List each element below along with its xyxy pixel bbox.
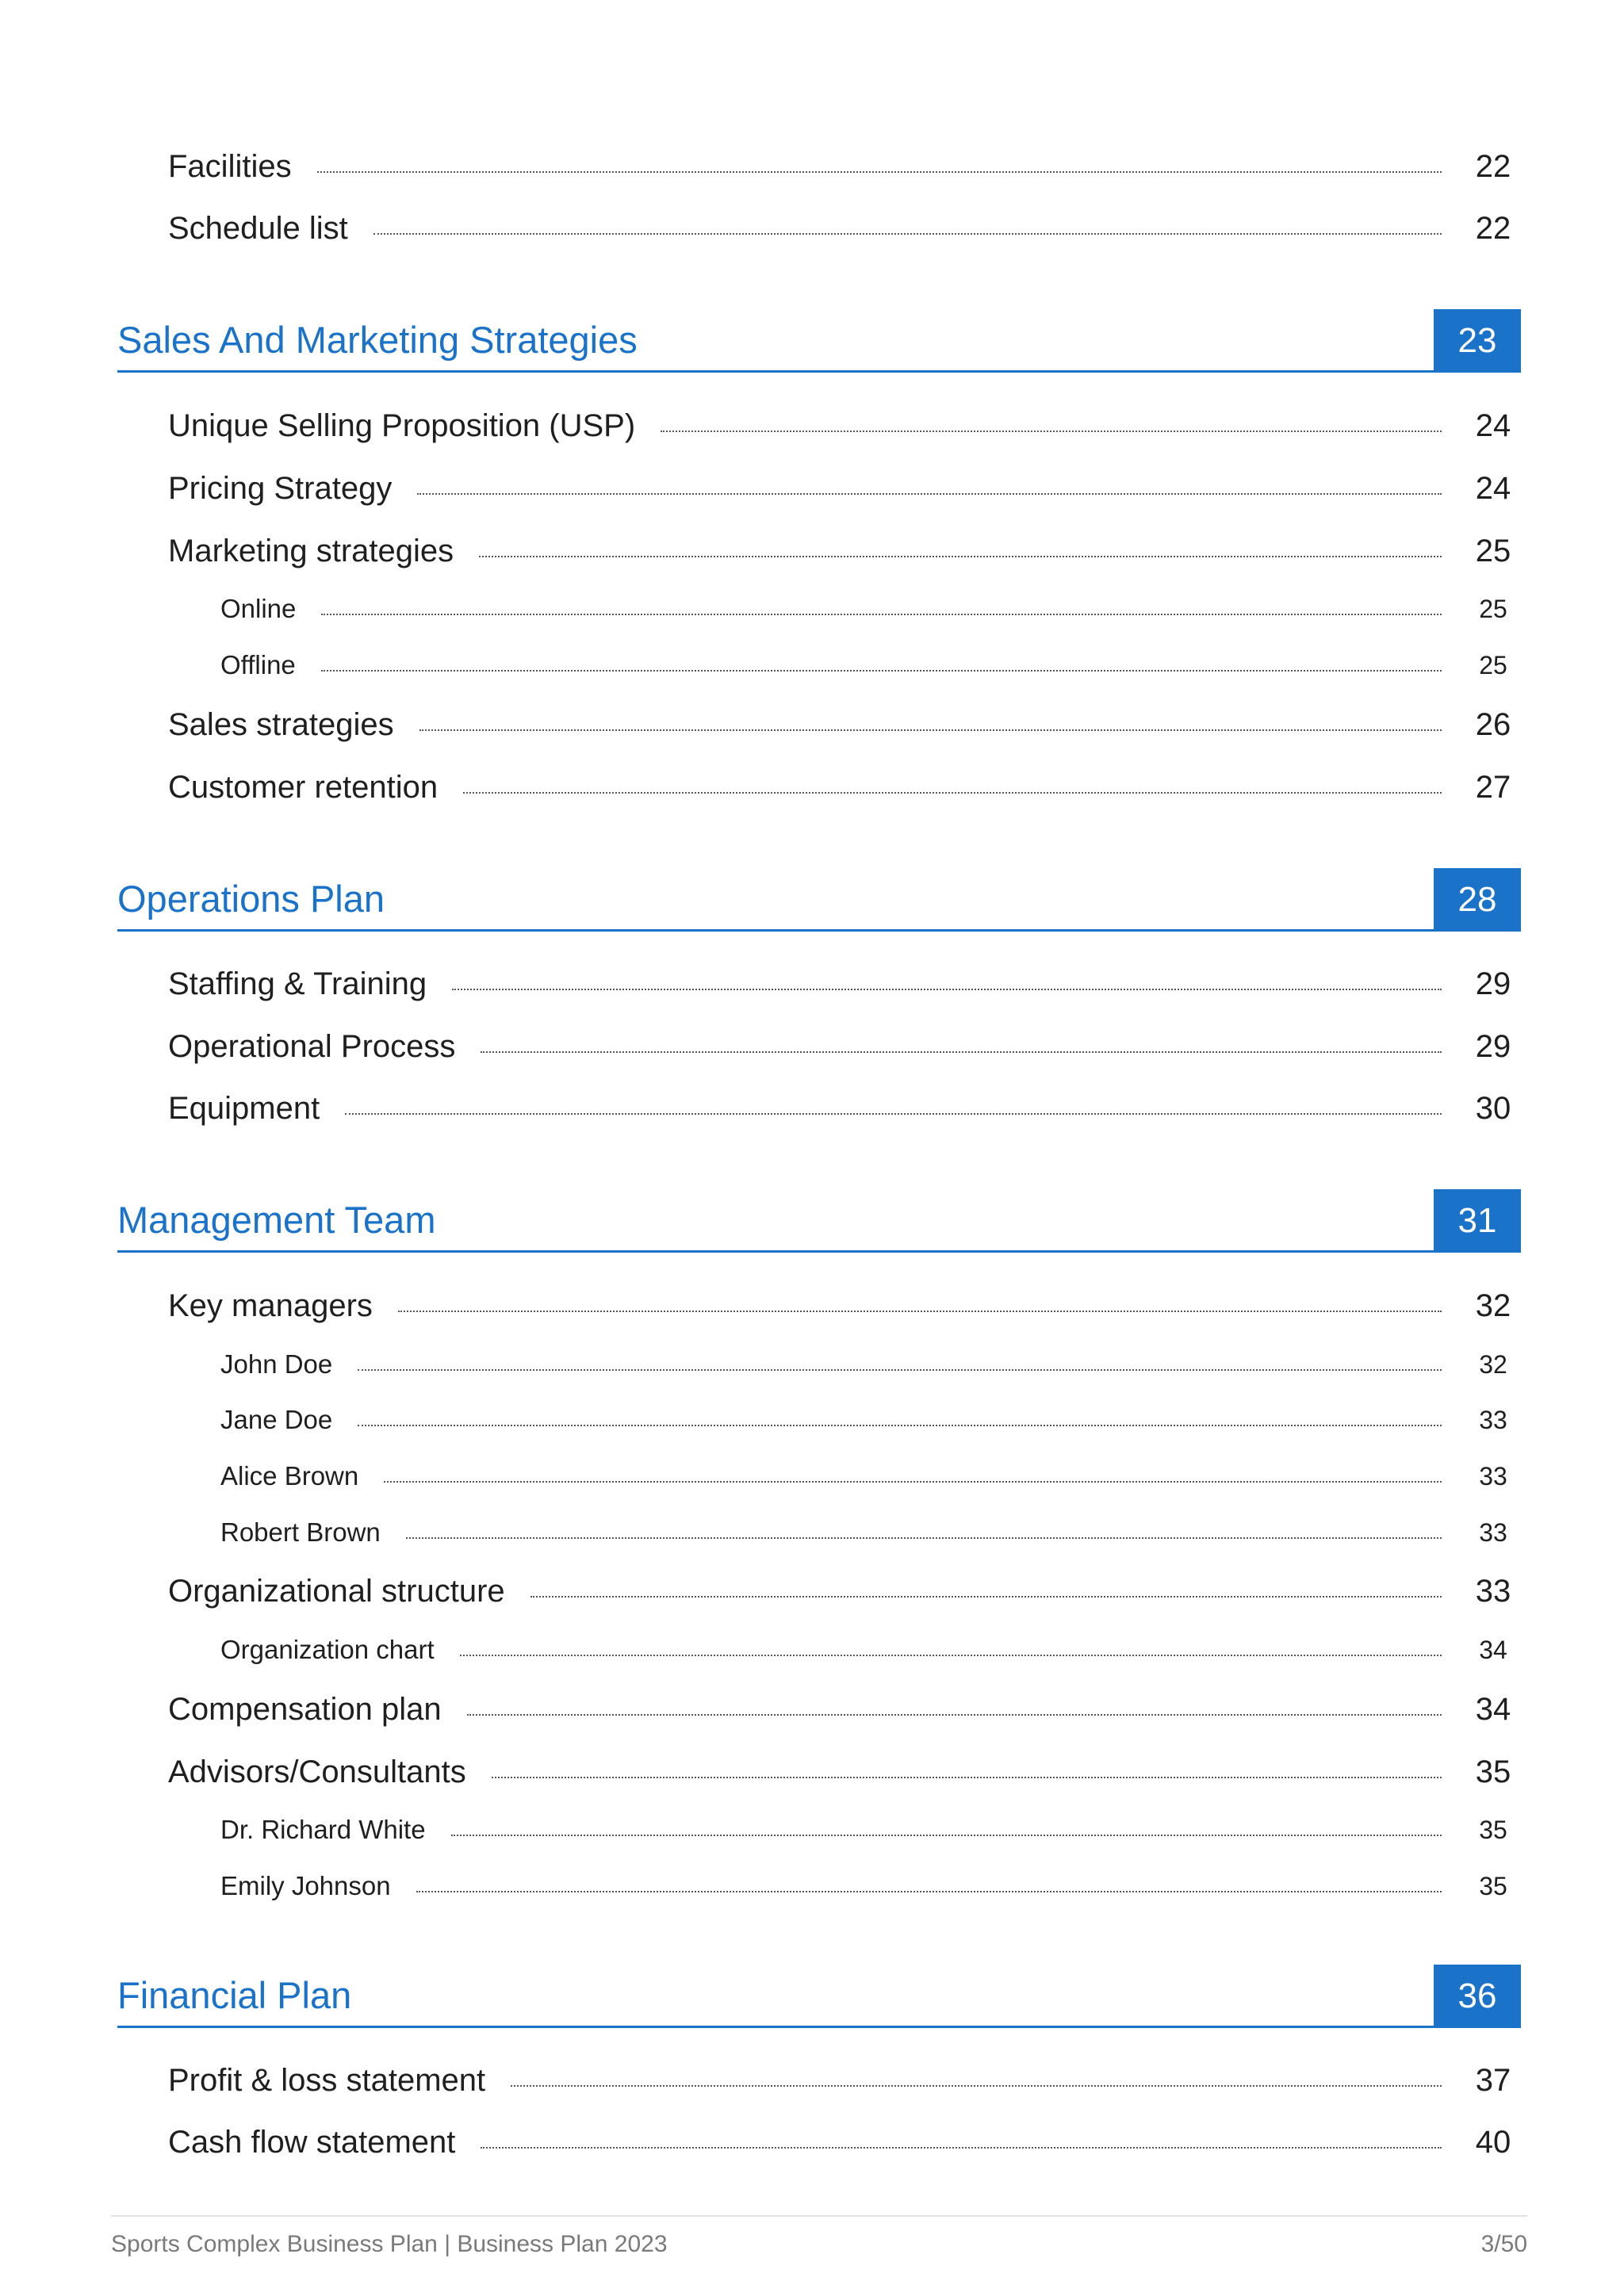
toc-entry-cash-flow[interactable] (0, 2114, 1624, 2170)
toc-entry-page: 35 (1475, 1754, 1511, 1789)
section-title: Operations Plan (117, 878, 385, 920)
toc-entry-label: Dr. Richard White (220, 1815, 426, 1844)
toc-entry-label: Advisors/Consultants (168, 1754, 466, 1789)
toc-entry-label: Organization chart (220, 1635, 435, 1664)
toc-entry-schedule-list[interactable] (0, 201, 1624, 256)
toc-entry-label: Online (220, 594, 297, 623)
dot-leader (481, 2147, 1442, 2149)
toc-entry-label: Facilities (168, 148, 292, 184)
toc-entry-page: 26 (1475, 706, 1511, 742)
toc-entry-page: 33 (1479, 1517, 1507, 1547)
toc-entry-profit-loss[interactable] (0, 2053, 1624, 2108)
toc-entry-label: Robert Brown (220, 1517, 381, 1547)
dot-leader (479, 556, 1442, 557)
toc-entry-page: 24 (1475, 408, 1511, 443)
dot-leader (384, 1481, 1442, 1483)
toc-entry-label: Profit & loss statement (168, 2062, 486, 2098)
section-page-badge: 36 (1434, 1965, 1521, 2028)
toc-entry-page: 32 (1479, 1349, 1507, 1379)
section-rule (117, 929, 1521, 932)
toc-entry-label: Cash flow statement (168, 2124, 456, 2160)
section-rule (117, 370, 1521, 373)
dot-leader (419, 729, 1442, 731)
section-heading-operations-plan[interactable] (117, 868, 1521, 932)
toc-entry-facilities[interactable] (0, 139, 1624, 194)
toc-entry-label: Alice Brown (220, 1461, 359, 1490)
toc-entry-label: Jane Doe (220, 1405, 333, 1434)
toc-entry-label: Unique Selling Proposition (USP) (168, 408, 636, 443)
toc-entry-label: Organizational structure (168, 1573, 505, 1609)
section-title: Sales And Marketing Strategies (117, 319, 638, 361)
dot-leader (511, 2085, 1442, 2087)
toc-entry-staffing-training[interactable] (0, 956, 1624, 1012)
toc-entry-page: 33 (1475, 1573, 1511, 1609)
toc-subentry-richard-white[interactable] (0, 1802, 1624, 1858)
dot-leader (530, 1596, 1442, 1598)
toc-entry-page: 22 (1475, 148, 1511, 184)
toc-entry-label: Operational Process (168, 1028, 456, 1064)
toc-entry-label: Pricing Strategy (168, 470, 393, 506)
dot-leader (317, 171, 1442, 173)
toc-entry-label: Key managers (168, 1288, 373, 1323)
toc-subentry-alice-brown[interactable] (0, 1448, 1624, 1504)
section-heading-management-team[interactable] (117, 1189, 1521, 1253)
footer-page-number: 3/50 (1480, 2231, 1527, 2257)
section-rule (117, 1250, 1521, 1253)
section-title: Financial Plan (117, 1974, 352, 2016)
dot-leader (416, 1891, 1442, 1892)
toc-entry-label: Schedule list (168, 210, 348, 246)
toc-entry-label: Staffing & Training (168, 966, 427, 1001)
toc-entry-compensation-plan[interactable] (0, 1682, 1624, 1737)
toc-subentry-john-doe[interactable] (0, 1337, 1624, 1392)
section-rule (117, 2026, 1521, 2028)
dot-leader (661, 430, 1442, 432)
section-page-badge: 28 (1434, 868, 1521, 932)
dot-leader (321, 670, 1442, 672)
section-page-badge: 31 (1434, 1189, 1521, 1253)
toc-entry-label: Customer retention (168, 769, 439, 805)
toc-entry-sales-strategies[interactable] (0, 697, 1624, 752)
toc-subentry-jane-doe[interactable] (0, 1392, 1624, 1448)
toc-subentry-emily-johnson[interactable] (0, 1858, 1624, 1914)
toc-entry-page: 33 (1479, 1461, 1507, 1490)
toc-entry-label: Equipment (168, 1090, 320, 1126)
dot-leader (398, 1311, 1442, 1312)
dot-leader (467, 1714, 1442, 1716)
toc-subentry-online[interactable] (0, 581, 1624, 637)
toc-subentry-offline[interactable] (0, 637, 1624, 693)
section-page-badge: 23 (1434, 309, 1521, 373)
dot-leader (321, 614, 1442, 615)
toc-entry-equipment[interactable] (0, 1081, 1624, 1136)
toc-entry-page: 40 (1475, 2124, 1511, 2160)
dot-leader (373, 233, 1442, 235)
section-title: Management Team (117, 1199, 436, 1241)
toc-entry-organizational-structure[interactable] (0, 1563, 1624, 1619)
toc-subentry-organization-chart[interactable] (0, 1622, 1624, 1678)
toc-entry-usp[interactable] (0, 398, 1624, 453)
toc-entry-page: 25 (1479, 594, 1507, 623)
dot-leader (463, 792, 1442, 794)
toc-entry-label: Sales strategies (168, 706, 394, 742)
toc-entry-page: 32 (1475, 1288, 1511, 1323)
footer-divider (111, 2215, 1527, 2217)
dot-leader (358, 1425, 1442, 1426)
toc-entry-label: Compensation plan (168, 1691, 442, 1727)
toc-entry-pricing-strategy[interactable] (0, 461, 1624, 516)
toc-entry-page: 35 (1479, 1871, 1507, 1900)
section-heading-financial-plan[interactable] (117, 1965, 1521, 2028)
toc-entry-label: Emily Johnson (220, 1871, 391, 1900)
dot-leader (345, 1113, 1442, 1115)
toc-entry-page: 27 (1475, 769, 1511, 805)
toc-entry-page: 34 (1479, 1635, 1507, 1664)
toc-entry-label: Marketing strategies (168, 533, 454, 568)
toc-entry-page: 22 (1475, 210, 1511, 246)
dot-leader (460, 1655, 1442, 1656)
footer-document-title: Sports Complex Business Plan | Business Plan 2023 (111, 2231, 668, 2257)
toc-entry-label: John Doe (220, 1349, 333, 1379)
toc-entry-operational-process[interactable] (0, 1019, 1624, 1074)
dot-leader (417, 493, 1442, 495)
toc-entry-page: 24 (1475, 470, 1511, 506)
toc-entry-page: 33 (1479, 1405, 1507, 1434)
section-heading-sales-marketing[interactable] (117, 309, 1521, 373)
dot-leader (481, 1051, 1442, 1053)
toc-entry-page: 37 (1475, 2062, 1511, 2098)
dot-leader (451, 1835, 1442, 1836)
toc-entry-label: Offline (220, 650, 296, 679)
toc-subentry-robert-brown[interactable] (0, 1505, 1624, 1560)
toc-entry-advisors-consultants[interactable] (0, 1744, 1624, 1800)
toc-entry-page: 30 (1475, 1090, 1511, 1126)
toc-entry-page: 29 (1475, 966, 1511, 1001)
dot-leader (358, 1369, 1442, 1371)
toc-entry-marketing-strategies[interactable] (0, 523, 1624, 579)
toc-entry-page: 25 (1475, 533, 1511, 568)
toc-entry-page: 35 (1479, 1815, 1507, 1844)
toc-entry-page: 29 (1475, 1028, 1511, 1064)
dot-leader (406, 1537, 1442, 1539)
toc-entry-key-managers[interactable] (0, 1278, 1624, 1334)
toc-entry-page: 34 (1475, 1691, 1511, 1727)
dot-leader (452, 989, 1442, 990)
toc-entry-customer-retention[interactable] (0, 760, 1624, 815)
dot-leader (492, 1777, 1442, 1778)
toc-entry-page: 25 (1479, 650, 1507, 679)
